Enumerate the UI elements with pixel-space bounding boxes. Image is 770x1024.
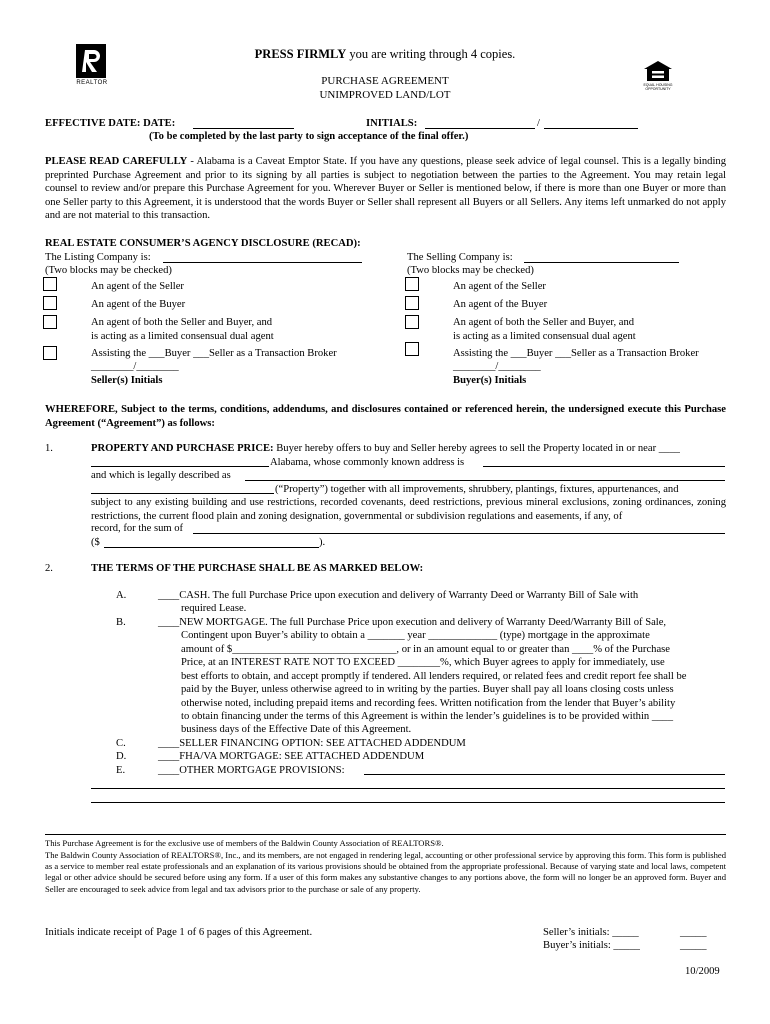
sum-label: record, for the sum of bbox=[91, 523, 184, 534]
listing-transaction-broker-checkbox[interactable] bbox=[43, 346, 57, 360]
please-read-paragraph bbox=[45, 155, 726, 223]
effective-date-label: EFFECTIVE DATE: DATE: bbox=[45, 118, 176, 129]
selling-two-blocks: (Two blocks may be checked) bbox=[407, 265, 534, 276]
selling-agent-seller-label: An agent of the Seller bbox=[453, 281, 546, 292]
option-b-line-2: amount of $_______________________________, or in an amount equal to or greater than ____% of the Purchase bbox=[181, 644, 670, 655]
form-version: 10/2009 bbox=[685, 966, 720, 977]
listing-dual-agent-label-2: is acting as a limited consensual dual agent bbox=[91, 331, 274, 342]
buyers-initials-footer[interactable]: Buyer’s initials: _____ bbox=[543, 940, 640, 951]
section-1-intro: Buyer hereby offers to buy and Seller hereby agrees to sell the Property located in or near ____ bbox=[273, 443, 680, 454]
effective-date-field[interactable] bbox=[193, 128, 294, 129]
option-b-line-4: best efforts to obtain, and accept promptly if tendered. All lenders required, or related fees and credit report fee shall be bbox=[181, 671, 687, 682]
section-2-heading: THE TERMS OF THE PURCHASE SHALL BE AS MARKED BELOW: bbox=[91, 563, 424, 574]
section-1-line1 bbox=[91, 442, 731, 456]
selling-agent-buyer-checkbox[interactable] bbox=[405, 296, 419, 310]
location-field[interactable] bbox=[91, 466, 269, 467]
listing-agent-buyer-label: An agent of the Buyer bbox=[91, 299, 186, 310]
option-a-cash[interactable]: ____CASH. The full Purchase Price upon execution and delivery of Warranty Deed or Warranty Bill of Sale with bbox=[158, 590, 639, 601]
sellers-initials-blank[interactable]: _____ bbox=[680, 927, 707, 938]
listing-agent-buyer-checkbox[interactable] bbox=[43, 296, 57, 310]
option-b-letter: B. bbox=[116, 617, 126, 628]
listing-dual-agent-label: An agent of both the Seller and Buyer, and bbox=[91, 317, 273, 328]
selling-transaction-broker-checkbox[interactable] bbox=[405, 342, 419, 356]
footer-disclaimer: The Baldwin County Association of REALTORS®, Inc., and its members, are not engaged in rendering legal, accounting or other professional service by approving this form. This form is published as a service to member real estate professionals and an explanation of its various provisions should be obtained from the appropriate professional. Because of varying state and local laws, competent legal or other advice should be secured before using any form. If a user of this form makes any substantive changes to any portions above, the form will no longer be an approved form. Buyer and Seller are encouraged to seek advice from legal and tax advisors prior to the purchase or sale of any property. bbox=[45, 850, 726, 894]
section-1-body: subject to any existing building and use restrictions, recorded covenants, deed restrictions, previous mineral exclusions, zoning ordinances, zoning restrictions, the current flood plain and zoning designation, governmental or subdivision regulations and easements, if any, of bbox=[91, 497, 726, 522]
sellers-initials-footer[interactable]: Seller’s initials: _____ bbox=[543, 927, 639, 938]
alabama-label: Alabama, whose commonly known address is bbox=[270, 457, 465, 468]
selling-company-field[interactable] bbox=[524, 262, 679, 263]
sum-words-field[interactable] bbox=[193, 533, 725, 534]
seller-initials-label: Seller(s) Initials bbox=[91, 375, 163, 386]
option-c-seller-financing[interactable]: ____SELLER FINANCING OPTION: SEE ATTACHED ADDENDUM bbox=[158, 738, 466, 749]
selling-agent-seller-checkbox[interactable] bbox=[405, 277, 419, 291]
dollar-close: ). bbox=[319, 537, 326, 548]
address-field[interactable] bbox=[483, 466, 725, 467]
legal-description-field-1[interactable] bbox=[245, 480, 725, 481]
option-d-letter: D. bbox=[116, 751, 127, 762]
option-b-line-7: to obtain financing under the terms of this Agreement is within the lender’s guidelines is to be provided within ____ bbox=[181, 711, 674, 722]
dollar-open: ($ bbox=[91, 537, 100, 548]
listing-company-field[interactable] bbox=[163, 262, 362, 263]
option-e-other[interactable]: ____OTHER MORTGAGE PROVISIONS: bbox=[158, 765, 345, 776]
option-b-line-3: Price, at an INTEREST RATE NOT TO EXCEED ________%, which Buyer agrees to apply for immediately, use bbox=[181, 657, 665, 668]
equal-housing-logo bbox=[641, 60, 675, 92]
listing-agent-seller-label: An agent of the Seller bbox=[91, 281, 184, 292]
option-b-line-6: otherwise noted, including prepaid items and recording fees. Written notification from the lender that Buyer’s ability bbox=[181, 698, 676, 709]
option-b-line-5: paid by the Buyer, unless otherwise agreed to in writing by the parties. Buyer shall pay all loans closing costs unless bbox=[181, 684, 674, 695]
section-1-heading: PROPERTY AND PURCHASE PRICE: bbox=[91, 443, 274, 454]
initials-label: INITIALS: bbox=[366, 118, 418, 129]
selling-dual-agent-label: An agent of both the Seller and Buyer, and bbox=[453, 317, 635, 328]
wherefore-paragraph: WHEREFORE, Subject to the terms, conditions, addendums, and disclosures contained or referenced herein, the undersigned execute this Purchase Agreement (“Agreement”) as follows: bbox=[45, 404, 726, 429]
listing-transaction-broker-label: Assisting the ___Buyer ___Seller as a Transaction Broker bbox=[91, 348, 337, 359]
initials-field-1[interactable] bbox=[425, 128, 535, 129]
other-provisions-field-3[interactable] bbox=[91, 802, 725, 803]
please-read-heading: PLEASE READ CAREFULLY bbox=[45, 156, 188, 167]
option-e-letter: E. bbox=[116, 765, 126, 776]
option-a-letter: A. bbox=[116, 590, 127, 601]
option-b-line-8: business days of the Effective Date of this Agreement. bbox=[181, 724, 412, 735]
please-read-text: - Alabama is a Caveat Emptor State. If you have any questions, please seek advice of legal counsel. This is a legally binding preprinted Purchase Agreement and prior to its signing by all parties is subject to negotiation between the parties to the Agreement. You may retain legal counsel to review and/or prepare this Purchase Agreement for you. Wherever Buyer or Seller is mentioned below, if there is more than one Buyer or more than one Seller party to this Agreement, it is understood that the words Buyer or Seller shall represent all Buyers or all Sellers. Any items left unmarked do not apply and are not material to this transaction. bbox=[45, 156, 726, 222]
other-provisions-field-2[interactable] bbox=[91, 788, 725, 789]
selling-transaction-broker-label: Assisting the ___Buyer ___Seller as a Transaction Broker bbox=[453, 348, 699, 359]
option-b-new-mortgage[interactable]: ____NEW MORTGAGE. The full Purchase Price upon execution and delivery of Warranty Deed/Warranty Bill of Sale, bbox=[158, 617, 667, 628]
equal-housing-icon bbox=[641, 60, 675, 82]
equal-housing-text: EQUAL HOUSING OPPORTUNITY bbox=[643, 83, 673, 91]
selling-dual-agent-label-2: is acting as a limited consensual dual agent bbox=[453, 331, 636, 342]
section-1-number: 1. bbox=[45, 443, 53, 454]
selling-company-label: The Selling Company is: bbox=[407, 252, 513, 263]
effective-date-note: (To be completed by the last party to sign acceptance of the final offer.) bbox=[149, 131, 469, 142]
form-title-line2: UNIMPROVED LAND/LOT bbox=[319, 89, 451, 101]
listing-two-blocks: (Two blocks may be checked) bbox=[45, 265, 172, 276]
buyers-initials-blank[interactable]: _____ bbox=[680, 940, 707, 951]
initials-slash: / bbox=[537, 118, 540, 129]
seller-initials-line[interactable]: ________/________ bbox=[91, 361, 179, 372]
property-text: (“Property”) together with all improvements, shrubbery, plantings, fixtures, appurtenances, and bbox=[275, 484, 679, 495]
selling-agent-buyer-label: An agent of the Buyer bbox=[453, 299, 548, 310]
option-d-fha-va[interactable]: ____FHA/VA MORTGAGE: SEE ATTACHED ADDENDUM bbox=[158, 751, 425, 762]
other-provisions-field-1[interactable] bbox=[364, 774, 725, 775]
option-b-line-1: Contingent upon Buyer’s ability to obtain a _______ year _____________ (type) mortgage in the approximate bbox=[181, 630, 650, 641]
section-2-number: 2. bbox=[45, 563, 53, 574]
selling-dual-agent-checkbox[interactable] bbox=[405, 315, 419, 329]
buyer-initials-line[interactable]: ________/________ bbox=[453, 361, 541, 372]
option-a-line2: required Lease. bbox=[181, 603, 247, 614]
buyer-initials-label: Buyer(s) Initials bbox=[453, 375, 527, 386]
recad-heading: REAL ESTATE CONSUMER’S AGENCY DISCLOSURE (RECAD): bbox=[45, 238, 361, 249]
press-firmly-rest: you are writing through 4 copies. bbox=[346, 47, 516, 61]
footer-divider bbox=[45, 834, 726, 835]
listing-agent-seller-checkbox[interactable] bbox=[43, 277, 57, 291]
initials-receipt: Initials indicate receipt of Page 1 of 6 pages of this Agreement. bbox=[45, 927, 313, 938]
realtor-logo-text: REALTOR bbox=[76, 80, 108, 86]
listing-company-label: The Listing Company is: bbox=[45, 252, 151, 263]
legal-description-field-2[interactable] bbox=[91, 493, 274, 494]
press-firmly-bold: PRESS FIRMLY bbox=[254, 47, 347, 61]
legally-described-label: and which is legally described as bbox=[91, 470, 231, 481]
initials-field-2[interactable] bbox=[544, 128, 638, 129]
form-title-line1: PURCHASE AGREEMENT bbox=[321, 75, 449, 87]
sum-amount-field[interactable] bbox=[104, 547, 319, 548]
listing-dual-agent-checkbox[interactable] bbox=[43, 315, 57, 329]
option-c-letter: C. bbox=[116, 738, 126, 749]
footer-exclusive-use: This Purchase Agreement is for the exclusive use of members of the Baldwin County Association of REALTORS®. bbox=[45, 838, 444, 848]
